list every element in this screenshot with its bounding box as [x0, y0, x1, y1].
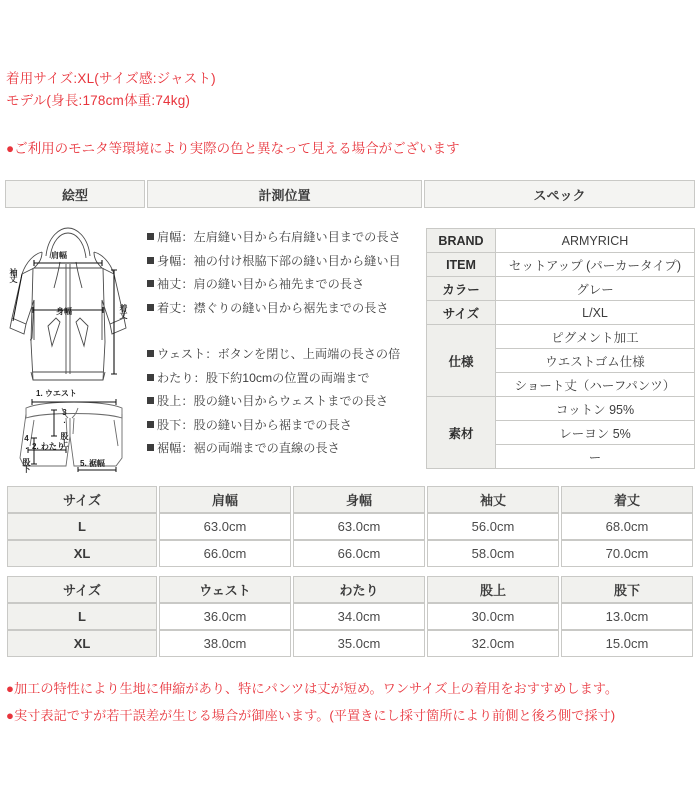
size-label: XL [7, 630, 157, 657]
measure-text: 肩幅：左肩縫い目から右肩縫い目までの長さ [157, 230, 401, 244]
measure-text: 身幅：袖の付け根脇下部の縫い目から縫い目 [157, 253, 401, 268]
size-value: 63.0cm [293, 513, 425, 540]
wearing-info-notes [6, 68, 216, 112]
size-label: L [7, 513, 157, 540]
spec-value: ウエストゴム仕様 [496, 349, 695, 373]
column-header-sleeve: 袖丈 [427, 486, 559, 513]
spec-value: L/XL [496, 301, 695, 325]
measure-line [147, 367, 422, 391]
spec-value: ピグメント加工 [496, 325, 695, 349]
table-row [7, 540, 693, 567]
spec-key-material: 素材 [427, 397, 496, 469]
spec-row-color [427, 277, 695, 301]
header-spec: スペック [424, 180, 695, 208]
spacer [147, 320, 422, 343]
spec-key: カラー [427, 277, 496, 301]
measure-text: ウェスト：ボタンを閉じ、上両端の長さの倍 [157, 347, 401, 361]
bottom-notes [6, 675, 618, 729]
measure-line [147, 273, 422, 297]
measure-line [147, 390, 422, 414]
spec-key: BRAND [427, 229, 496, 253]
spec-value: コットン 95% [496, 397, 695, 421]
spec-row-brand [427, 229, 695, 253]
size-value: 56.0cm [427, 513, 559, 540]
measure-text: 袖丈：肩の縫い目から袖先までの長さ [157, 277, 365, 291]
column-header-thigh: わたり [293, 576, 425, 603]
measure-line [147, 297, 422, 321]
measure-line [147, 414, 422, 438]
spec-value: グレー [496, 277, 695, 301]
label-body-length: 着丈 [119, 304, 128, 318]
size-label: L [7, 603, 157, 630]
size-value: 58.0cm [427, 540, 559, 567]
square-bullet-icon [147, 350, 154, 357]
main-table-header [5, 180, 695, 208]
square-bullet-icon [147, 444, 154, 451]
label-hem-width: 5. 裾幅 [80, 459, 105, 468]
table-row [7, 630, 693, 657]
square-bullet-icon [147, 421, 154, 428]
size-value: 15.0cm [561, 630, 693, 657]
label-chest-width: 身幅 [56, 307, 72, 316]
label-rise: 3. 股上 [60, 408, 69, 446]
spec-key: ITEM [427, 253, 496, 277]
column-header-chest: 身幅 [293, 486, 425, 513]
wearing-size-text: 着用サイズ:XL(サイズ感:ジャスト) [6, 71, 216, 86]
table-header-row [7, 576, 693, 603]
spec-key-features: 仕様 [427, 325, 496, 397]
label-thigh: 2. わたり [32, 442, 65, 451]
monitor-color-note: ●ご利用のモニタ等環境により実際の色と異なって見える場合がございます [6, 141, 460, 156]
spec-row-size [427, 301, 695, 325]
square-bullet-icon [147, 280, 154, 287]
size-value: 32.0cm [427, 630, 559, 657]
table-row [7, 513, 693, 540]
size-value: 30.0cm [427, 603, 559, 630]
size-label: XL [7, 540, 157, 567]
measurement-tolerance-note: ●実寸表記ですが若干誤差が生じる場合が御座います。(平置きにし採寸箇所により前側と後ろ側で採寸) [6, 708, 616, 723]
spec-value: ー [496, 445, 695, 469]
column-header-shoulder: 肩幅 [159, 486, 291, 513]
label-waist: 1. ウエスト [36, 389, 77, 398]
size-value: 34.0cm [293, 603, 425, 630]
table-header-row [7, 486, 693, 513]
column-header-inseam: 股下 [561, 576, 693, 603]
measure-line [147, 437, 422, 461]
model-info-text: モデル(身長:178cm体重:74kg) [6, 93, 191, 108]
spec-value: ショート丈（ハーフパンツ） [496, 373, 695, 397]
size-table-bottoms [5, 576, 695, 657]
size-value: 13.0cm [561, 603, 693, 630]
column-header-rise: 股上 [427, 576, 559, 603]
size-value: 66.0cm [293, 540, 425, 567]
measure-text: 着丈：襟ぐりの縫い目から裾先までの長さ [157, 300, 389, 315]
column-header-length: 着丈 [561, 486, 693, 513]
square-bullet-icon [147, 257, 154, 264]
spec-value: セットアップ (パーカータイプ) [496, 253, 695, 277]
spec-row-material-1 [427, 397, 695, 421]
measure-line [147, 226, 422, 250]
label-inseam: 4. 股下 [22, 434, 31, 472]
column-header-waist: ウェスト [159, 576, 291, 603]
measurement-descriptions [147, 226, 422, 461]
label-sleeve-length: 袖丈 [9, 268, 18, 282]
header-illustration: 絵型 [5, 180, 145, 208]
label-shoulder-width: 肩幅 [51, 251, 67, 260]
column-header-size: サイズ [7, 486, 157, 513]
spec-row-item [427, 253, 695, 277]
size-value: 70.0cm [561, 540, 693, 567]
size-value: 68.0cm [561, 513, 693, 540]
column-header-size: サイズ [7, 576, 157, 603]
measure-text: 股上：股の縫い目からウェストまでの長さ [157, 394, 389, 408]
spec-value: ARMYRICH [496, 229, 695, 253]
square-bullet-icon [147, 233, 154, 240]
size-value: 66.0cm [159, 540, 291, 567]
stretch-note: ●加工の特性により生地に伸縮があり、特にパンツは丈が短め。ワンサイズ上の着用をおすすめします。 [6, 681, 619, 696]
measure-text: 裾幅：裾の両端までの直線の長さ [157, 441, 340, 455]
table-row [7, 603, 693, 630]
size-value: 63.0cm [159, 513, 291, 540]
garment-illustration [4, 222, 144, 472]
square-bullet-icon [147, 304, 154, 311]
size-value: 38.0cm [159, 630, 291, 657]
square-bullet-icon [147, 397, 154, 404]
spec-value: レーヨン 5% [496, 421, 695, 445]
spec-table [426, 228, 695, 469]
measure-text: 股下：股の縫い目から裾までの長さ [157, 417, 352, 432]
spec-key: サイズ [427, 301, 496, 325]
measure-text: わたり：股下約10cmの位置の両端まで [157, 370, 370, 385]
header-measure-position: 計測位置 [147, 180, 422, 208]
spec-row-features-1 [427, 325, 695, 349]
measure-line [147, 250, 422, 274]
size-value: 36.0cm [159, 603, 291, 630]
measure-line [147, 343, 422, 367]
size-table-tops [5, 486, 695, 567]
square-bullet-icon [147, 374, 154, 381]
size-value: 35.0cm [293, 630, 425, 657]
